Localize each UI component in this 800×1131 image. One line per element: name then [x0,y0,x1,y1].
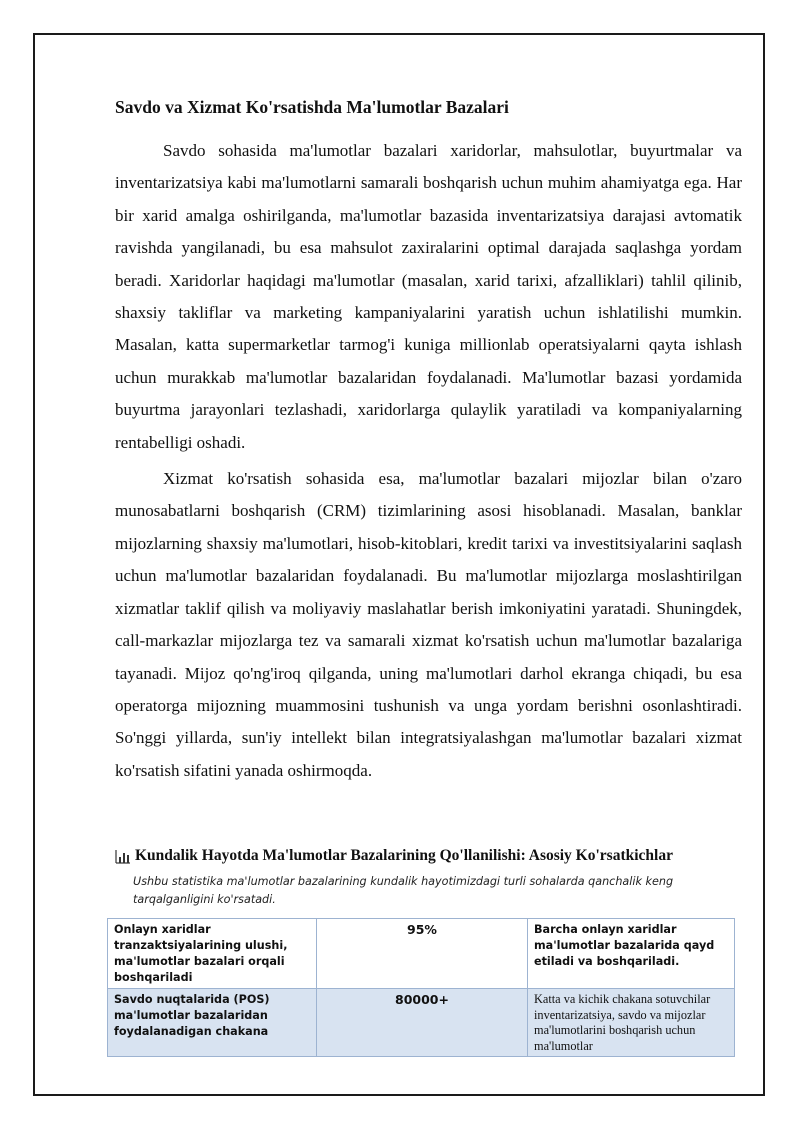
table-row [108,919,735,989]
stat-value: 80000+ [317,989,528,1057]
document-body [115,95,742,787]
stat-label: Savdo nuqtalarida (POS) ma'lumotlar bazalaridan foydalanadigan chakana [108,989,317,1057]
stat-note: Katta va kichik chakana sotuvchilar inventarizatsiya, savdo va mijozlar ma'lumotlarini boshqarish uchun ma'lumotlar [528,989,735,1057]
stats-heading-text: Kundalik Hayotda Ma'lumotlar Bazalarining Qo'llanilishi: Asosiy Ko'rsatkichlar [135,847,673,864]
stat-label: Onlayn xaridlar tranzaktsiyalarining ulushi, ma'lumotlar bazalari orqali boshqariladi [108,919,317,989]
paragraph-sales: Savdo sohasida ma'lumotlar bazalari xaridorlar, mahsulotlar, buyurtmalar va inventarizatsiya kabi ma'lumotlarni samarali boshqarish uchun muhim ahamiyatga ega. Har bir xarid amalga oshirilganda, ma'lumotlar bazasida inventarizatsiya darajasi avtomatik ravishda yangilanadi, bu esa mahsulot zaxiralarini optimal darajada saqlashga yordam beradi. Xaridorlar haqidagi ma'lumotlar (masalan, xarid tarixi, afzalliklari) tahlil qilinib, shaxsiy takliflar va marketing kampaniyalarini yaratish uchun ishlatilishi mumkin. Masalan, katta supermarketlar tarmog'i kuniga millionlab operatsiyalarni qayta ishlash uchun murakkab ma'lumotlar bazalaridan foydalanadi. Ma'lumotlar bazasi yordamida buyurtma jarayonlari tezlashadi, xaridorlarga qulaylik yaratiladi va kompaniyalarning rentabelligi oshadi. [115,141,742,452]
stats-heading [115,845,755,867]
stats-table [107,918,735,1057]
paragraph-services: Xizmat ko'rsatish sohasida esa, ma'lumotlar bazalari mijozlar bilan o'zaro munosabatlarni boshqarish (CRM) tizimlarining asosi hisoblanadi. Masalan, banklar mijozlarning shaxsiy ma'lumotlari, hisob-kitoblari, kredit tarixi va investitsiyalarini saqlash uchun ma'lumotlar bazalaridan foydalanadi. Bu ma'lumotlar mijozlarga moslashtirilgan xizmatlar taklif qilish va moliyaviy maslahatlar berish imkoniyatini yaratadi. Shuningdek, call-markazlar mijozlarga tez va samarali xizmat ko'rsatish uchun ma'lumotlar bazalariga tayanadi. Mijoz qo'ng'iroq qilganda, uning ma'lumotlari darhol ekranga chiqadi, bu esa operatorga mijozning muammosini tushunish va unga yordam berishni osonlashtiradi. So'nggi yillarda, sun'iy intellekt bilan integratsiyalashgan ma'lumotlar bazalari xizmat ko'rsatish sifatini yanada oshirmoqda. [115,469,742,780]
stats-description: Ushbu statistika ma'lumotlar bazalarining kundalik hayotimizdagi turli sohalarda qanchalik keng tarqalganligini ko'rsatadi. [133,875,674,906]
document-title: Savdo va Xizmat Ko'rsatishda Ma'lumotlar Bazalari [115,97,509,117]
bar-chart-icon [115,849,131,863]
stat-note: Barcha onlayn xaridlar ma'lumotlar bazalarida qayd etiladi va boshqariladi. [528,919,735,989]
table-row [108,989,735,1057]
stat-value: 95% [317,919,528,989]
